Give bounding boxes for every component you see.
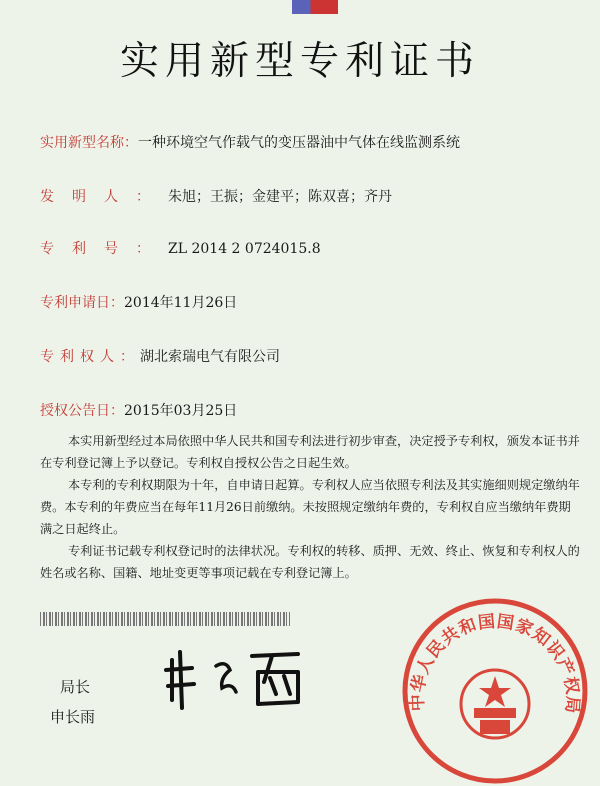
grant-date-value: 2015年03月25日 bbox=[124, 403, 238, 419]
row-name bbox=[40, 132, 460, 152]
row-inventor bbox=[40, 186, 392, 206]
apply-date-label: 专利申请日： bbox=[40, 295, 124, 311]
patent-number-label: 专利号： bbox=[40, 241, 168, 257]
seal-text: 中华人民共和国国家知识产权局 bbox=[407, 611, 583, 715]
national-emblem-icon bbox=[461, 670, 529, 738]
grant-date-label: 授权公告日： bbox=[40, 403, 124, 419]
row-apply-date bbox=[40, 292, 237, 312]
ribbon-decoration bbox=[292, 0, 338, 14]
body-paragraph-2: 本专利的专利权期限为十年，自申请日起算。专利权人应当依照专利法及其实施细则规定缴纳年费。本专利的年费应当在每年11月26日前缴纳。未按照规定缴纳年费的，专利权自应当缴纳年费期满之日起终止。 bbox=[40, 478, 580, 536]
inventor-label: 发明人： bbox=[40, 189, 168, 205]
body-paragraph-3: 专利证书记载专利权登记时的法律状况。专利权的转移、质押、无效、终止、恢复和专利权人的姓名或名称、国籍、地址变更等事项记载在专利登记簿上。 bbox=[40, 544, 580, 580]
owner-value: 湖北索瑞电气有限公司 bbox=[140, 349, 280, 365]
certificate-body bbox=[40, 430, 580, 584]
name-label: 实用新型名称： bbox=[40, 135, 138, 151]
apply-date-value: 2014年11月26日 bbox=[124, 295, 238, 311]
handwritten-signature bbox=[160, 642, 310, 712]
row-patent-number bbox=[40, 238, 321, 258]
row-grant-date bbox=[40, 400, 237, 420]
row-owner bbox=[40, 346, 280, 366]
barcode bbox=[40, 612, 290, 626]
owner-label: 专利权人： bbox=[40, 349, 140, 365]
signatory-title: 局长 bbox=[60, 678, 91, 696]
official-seal bbox=[400, 596, 590, 786]
inventor-value: 朱旭；王振；金建平；陈双喜；齐丹 bbox=[168, 189, 392, 205]
name-value: 一种环境空气作载气的变压器油中气体在线监测系统 bbox=[138, 135, 460, 151]
certificate-title: 实用新型专利证书 bbox=[119, 39, 480, 84]
signatory-name: 申长雨 bbox=[50, 708, 96, 726]
patent-number-value: ZL 2014 2 0724015.8 bbox=[168, 241, 321, 257]
body-paragraph-1: 本实用新型经过本局依照中华人民共和国专利法进行初步审查，决定授予专利权，颁发本证书并在专利登记簿上予以登记。专利权自授权公告之日起生效。 bbox=[40, 434, 580, 470]
